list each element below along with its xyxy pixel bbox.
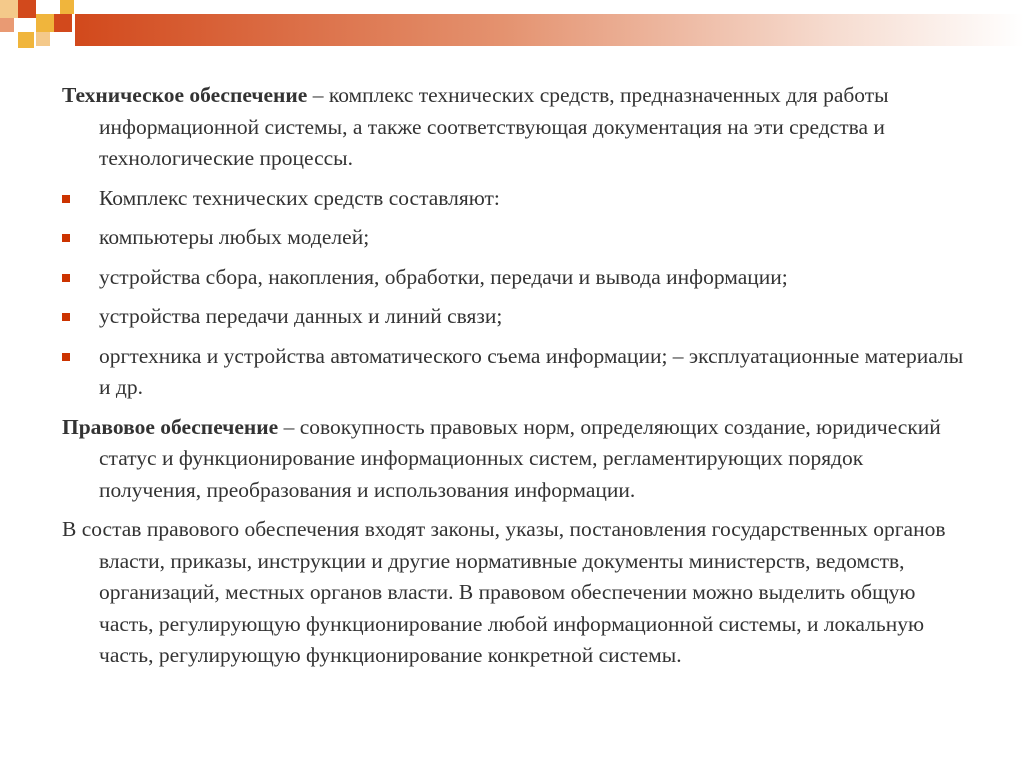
decor-square-3	[60, 0, 74, 14]
list-item	[62, 183, 968, 215]
decor-square-5	[0, 18, 14, 32]
legal-support-detail-text: В состав правового обеспечения входят законы, указы, постановления государственных органов власти, приказы, инструкции и другие нормативные документы министерств, ведомств, организаций, местных органов власти. В правовом обеспечении можно выделить общую часть, регулирующую функционирование любой информационной системы, и локальную часть, регулирующую функционирование конкретной системы.	[62, 517, 946, 667]
decor-square-6	[54, 14, 72, 32]
list-item	[62, 262, 968, 294]
decor-square-1	[0, 0, 18, 18]
technical-support-text: – комплекс технических средств, предназначенных для работы информационной системы, а также соответствующая документация на эти средства и технологические процессы.	[99, 83, 889, 170]
legal-support-term: Правовое обеспечение	[62, 414, 279, 439]
legal-support-definition	[62, 412, 968, 507]
slide-body	[62, 80, 968, 680]
decor-square-2	[18, 0, 36, 18]
bullet-text: компьютеры любых моделей;	[99, 225, 370, 249]
square-bullet-icon	[62, 274, 70, 282]
header-gradient-bar	[75, 14, 1024, 46]
square-bullet-icon	[62, 313, 70, 321]
bullet-text: устройства сбора, накопления, обработки, передачи и вывода информации;	[99, 264, 788, 289]
technical-support-definition	[62, 80, 968, 175]
list-item	[62, 301, 968, 333]
technical-support-term: Техническое обеспечение	[62, 83, 308, 107]
legal-support-text: – совокупность правовых норм, определяющих создание, юридический статус и функционирование информационных систем, регламентирующих порядок получения, преобразования и использования информации.	[99, 414, 941, 502]
square-bullet-icon	[62, 195, 70, 203]
list-item	[62, 222, 968, 254]
list-item	[62, 341, 968, 404]
bullet-text: оргтехника и устройства автоматического съема информации; – эксплуатационные материалы и др.	[99, 343, 964, 399]
decor-square-8	[36, 32, 50, 46]
legal-support-detail	[62, 514, 968, 672]
decor-square-7	[18, 32, 34, 48]
bullet-text: Комплекс технических средств составляют:	[99, 185, 500, 210]
bullet-text: устройства передачи данных и линий связи;	[99, 304, 503, 328]
square-bullet-icon	[62, 353, 70, 361]
square-bullet-icon	[62, 234, 70, 242]
decor-square-4	[36, 14, 54, 32]
